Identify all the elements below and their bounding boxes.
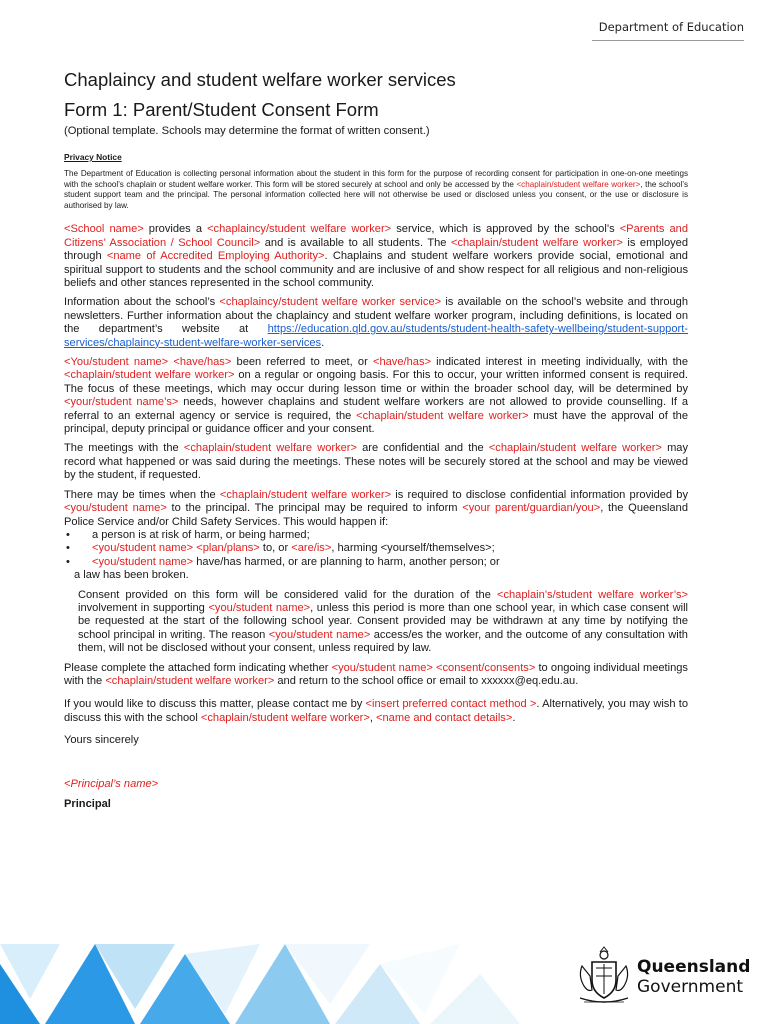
page-title: Chaplaincy and student welfare worker services — [64, 69, 456, 90]
text: , the Queensland Police Service and/or Child Safety Services. This would happen if: — [64, 502, 689, 528]
text: . — [321, 336, 325, 349]
principal-title: Principal — [64, 798, 111, 811]
placeholder-service: <chaplaincy/student welfare worker service> — [219, 296, 442, 309]
placeholder-student-name: <you/student name> — [331, 661, 433, 674]
placeholder-plan: <plan/plans> — [196, 542, 260, 555]
list-item — [64, 556, 688, 569]
text: been referred to meet, or — [231, 356, 373, 369]
paragraph-confidential — [64, 442, 688, 482]
form-title: Form 1: Parent/Student Consent Form — [64, 99, 379, 120]
queensland-coat-of-arms-icon — [574, 946, 634, 1008]
placeholder-contact-method: <insert preferred contact method > — [365, 698, 537, 711]
text: indicated interest in meeting individually, with the — [430, 356, 689, 369]
privacy-notice — [64, 169, 688, 211]
placeholder-principal-name: <Principal’s name> — [64, 778, 159, 791]
privacy-heading: Privacy Notice — [64, 152, 122, 162]
closing-salutation: Yours sincerely — [64, 734, 139, 747]
footer-triangles-graphic — [0, 944, 560, 1024]
department-label: Department of Education — [598, 20, 744, 34]
text: have/has harmed, or are planning to harm, another person; or — [193, 555, 500, 568]
placeholder-parent: <your parent/guardian/you> — [462, 502, 601, 515]
text: and return to the school office or email to xxxxxx@eq.edu.au. — [274, 674, 579, 687]
placeholder-school-name: <School name> — [64, 223, 144, 236]
placeholder-worker: <chaplain/student welfare worker> — [356, 409, 529, 422]
text: service, which is approved by the school’s — [391, 223, 620, 236]
privacy-text-1: The Department of Education is collecting personal information about the student in this form for the purpose of recording consent for participation in one-on-one meetings with the school’s chaplain or student welfare worker. This form will be stored securely at school and only be accessed by the — [64, 169, 688, 189]
placeholder-worker: <chaplain/student welfare worker> — [219, 488, 392, 501]
text: and is available to all students. The — [260, 236, 451, 249]
text: to the principal. The principal may be required to inform — [166, 502, 463, 515]
paragraph-disclosure — [64, 489, 688, 529]
privacy-text-2: , the school’s student support team and the principal. The personal information collected here will not otherwise be used or disclosed unless you consent, or the use or disclosure is authorised by law. — [64, 179, 688, 210]
placeholder-worker: <chaplain/student welfare worker> — [488, 442, 662, 455]
placeholder-student-name: <you/student name> — [64, 502, 167, 515]
text: , harming <yourself/themselves>; — [331, 542, 495, 555]
text: , unless this period is more than one school year, in which case consent will be requested at the start of the following school year. Consent provided may be withdrawn at any time by notifying the school principal in writing. The reason — [78, 601, 688, 641]
placeholder-consent: <consent/consents> — [436, 661, 536, 674]
text: on a regular or ongoing basis. For this to occur, your written informed consent is required. The focus of these meetings, which may occur during lesson time or within the broader school day, will be determined by — [64, 369, 689, 395]
placeholder-worker: <chaplain/student welfare worker> — [450, 236, 623, 249]
placeholder-student-name: <you/student name> — [208, 601, 311, 614]
wordmark-line-2: Government — [637, 977, 744, 997]
placeholder-student-name: <you/student name> — [268, 628, 371, 641]
placeholder-contact-details: <name and contact details> — [376, 711, 513, 724]
text: If you would like to discuss this matter, please contact me by — [64, 698, 366, 711]
letter-body — [64, 68, 688, 811]
list-item — [64, 542, 688, 555]
paragraph-referral — [64, 356, 688, 436]
text: may record what happened or was said during the meetings. These notes will be securely stored at the school and may be viewed by the student, if requested. — [64, 442, 689, 482]
text: must have the approval of the principal, deputy principal or guidance officer and your consent. — [64, 409, 688, 436]
text: to ongoing individual meetings with the — [64, 661, 688, 687]
text: . Chaplains and student welfare workers provide social, emotional and spiritual support to students and the school community and are inclusive of and show respect for all religious and non-religious beliefs and other stances represented in the school community. — [64, 250, 688, 289]
text: is required to disclose confidential information provided by — [391, 488, 689, 501]
placeholder-worker: <chaplain/student welfare worker> — [64, 369, 235, 382]
form-subtitle: (Optional template. Schools may determine the format of written consent.) — [64, 125, 430, 137]
text: to, or — [259, 542, 292, 555]
header-rule — [592, 40, 744, 41]
placeholder-student-name: <you/student name> — [92, 542, 194, 555]
text: access/es the worker, and the outcome of any consultation with them, will not be disclosed without your consent, unless required by law. — [78, 628, 688, 655]
paragraph-consent-validity — [64, 589, 688, 656]
queensland-government-wordmark — [637, 957, 750, 997]
text: a person is at risk of harm, or being harmed; — [92, 528, 310, 541]
placeholder-association: <Parents and Citizens’ Association / School Council> — [64, 223, 689, 249]
text: Consent provided on this form will be considered valid for the duration of the — [78, 588, 497, 601]
placeholder-worker: <chaplain/student welfare worker> — [183, 442, 357, 455]
placeholder-have-has: <have/has> — [173, 356, 232, 369]
text: provides a — [143, 223, 208, 236]
text: , — [369, 711, 377, 724]
placeholder-have-has: <have/has> — [372, 356, 431, 369]
placeholder-worker: <chaplain/student welfare worker> — [200, 711, 370, 724]
paragraph-contact — [64, 698, 688, 725]
disclosure-list — [64, 529, 688, 569]
placeholder-student-names: <your/student name’s> — [64, 396, 179, 409]
text: are confidential and the — [356, 442, 489, 455]
text: . Alternatively, you may wish to discuss this with the school — [64, 698, 689, 724]
placeholder-service: <chaplaincy/student welfare worker> — [207, 223, 392, 236]
placeholder-worker: <chaplain/student welfare worker> — [516, 179, 641, 189]
text: The meetings with the — [64, 442, 184, 455]
text: needs, however chaplains and student welfare workers are not allowed to provide counselling. If a referral to an external agency or service is required, the — [64, 396, 689, 422]
department-website-link[interactable]: https://education.qld.gov.au/students/student-health-safety-wellbeing/student-support-services/chaplaincy-student-welfare-worker-services — [64, 323, 688, 349]
placeholder-student-name: <You/student name> — [64, 356, 169, 369]
text: Information about the school’s — [64, 296, 220, 309]
placeholder-workers: <chaplain’s/student welfare worker’s> — [496, 588, 688, 601]
law-line: a law has been broken. — [74, 569, 189, 582]
paragraph-service — [64, 223, 688, 290]
paragraph-complete-form — [64, 662, 688, 689]
wordmark-line-1: Queensland — [637, 957, 751, 977]
text: . — [512, 711, 516, 724]
placeholder-authority: <name of Accredited Employing Authority> — [106, 250, 325, 263]
text: is employed through — [64, 236, 689, 263]
placeholder-student-name: <you/student name> — [92, 555, 194, 568]
paragraph-information — [64, 296, 688, 350]
text: Please complete the attached form indicating whether — [64, 661, 332, 674]
placeholder-worker: <chaplain/student welfare worker> — [105, 674, 275, 687]
text: There may be times when the — [64, 488, 220, 501]
placeholder-are-is: <are/is> — [291, 542, 332, 555]
text: involvement in supporting — [78, 601, 209, 614]
list-item — [64, 529, 688, 542]
text: is available on the school’s website and through newsletters. Further information about the chaplaincy and student welfare worker program, including definitions, is located on the department’s website at — [64, 296, 689, 336]
